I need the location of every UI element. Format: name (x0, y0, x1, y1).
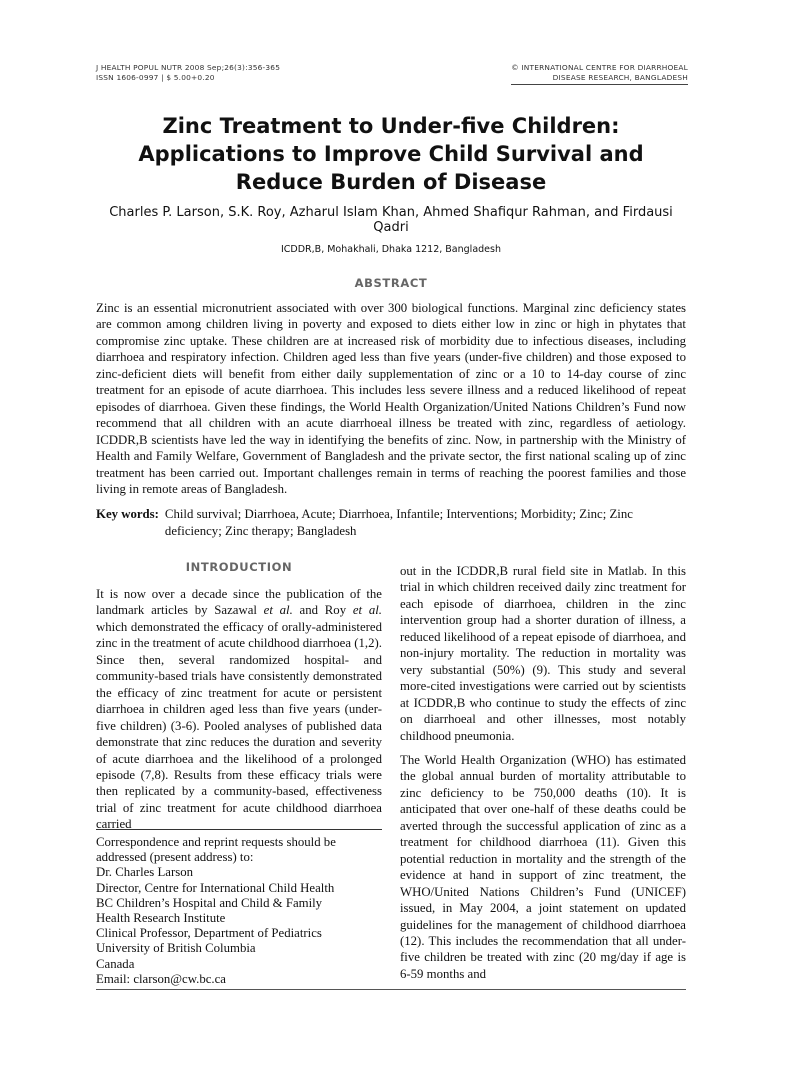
footnote-divider (96, 829, 382, 830)
journal-line-2: ISSN 1606-0997 | $ 5.00+0.20 (96, 73, 215, 82)
correspondence-line: BC Children’s Hospital and Child & Family (96, 895, 323, 910)
title-line-2: Applications to Improve Child Survival and (138, 142, 644, 166)
keywords (96, 506, 686, 540)
right-column (400, 563, 686, 982)
intro-text-segment: and Roy (292, 603, 353, 618)
correspondence-line: Canada (96, 956, 135, 971)
keywords-text: Child survival; Diarrhoea, Acute; Diarrhoea, Infantile; Interventions; Morbidity; Zinc; Zinc deficiency; Zinc therapy; Bangladesh (164, 507, 633, 538)
intro-text-segment: which demonstrated the efficacy of orally-administered zinc in the treatment of acute childhood diarrhoea (1,2). Since then, several randomized hospital- and community-based trials have consistently demonstrated the efficacy of zinc treatment for acute or persistent diarrhoea in children aged less than five years (under-five children) (3-6). Pooled analyses of published data demonstrate that zinc reduces the duration and severity of acute diarrhoea and the likelihood of a prolonged episode (7,8). Results from these efficacy trials were then replicated by a community-based, effectiveness trial of zinc treatment for acute childhood diarrhoea carried (96, 619, 382, 832)
title-line-1: Zinc Treatment to Under-five Children: (162, 114, 620, 138)
author-list: Charles P. Larson, S.K. Roy, Azharul Islam Khan, Ahmed Shafiqur Rahman, and Firdausi Qadri (109, 205, 673, 235)
abstract-heading: ABSTRACT (354, 276, 428, 290)
correspondence-footnote (96, 835, 382, 987)
journal-citation (96, 63, 280, 83)
right-paragraph-1: out in the ICDDR,B rural field site in Matlab. In this trial in which children received daily zinc treatment for each episode of diarrhoea, children in the zinc intervention group had a shorter duration of illness, a reduced likelihood of a repeat episode of diarrhoea, and non-injury mortality. The reduction in mortality was very substantial (50%) (9). This study and several more-cited investigations were carried out by scientists at ICDDR,B who continue to study the effects of zinc on diarrhoeal and other illnesses, most notably childhood pneumonia. (400, 564, 686, 743)
correspondence-line: addressed (present address) to: (96, 850, 254, 865)
left-column (96, 560, 382, 833)
correspondence-line: Dr. Charles Larson (96, 865, 194, 880)
publisher-line-1: © INTERNATIONAL CENTRE FOR DIARRHOEAL (511, 63, 688, 72)
correspondence-line: University of British Columbia (96, 941, 256, 956)
intro-paragraph-1 (96, 586, 382, 833)
journal-line-1: J HEALTH POPUL NUTR 2008 Sep;26(3):356-365 (96, 63, 281, 72)
correspondence-line: Clinical Professor, Department of Pediatrics (96, 926, 322, 941)
introduction-heading: INTRODUCTION (185, 560, 293, 574)
intro-italic-etal: et al. (352, 603, 382, 618)
paper-title (96, 112, 686, 196)
abstract-text: Zinc is an essential micronutrient associated with over 300 biological functions. Marginal zinc deficiency states are common among children living in poverty and exposed to diets either low in zinc or high in phytates that compromise zinc uptake. These children are at increased risk of morbidity due to infectious diseases, including diarrhoea and respiratory infection. Children aged less than five years (under-five children) and those exposed to zinc-deficient diets will benefit from either daily supplementation of zinc or a 10 to 14-day course of zinc treatment for an episode of acute diarrhoea. This includes less severe illness and a reduced likelihood of repeat episodes of diarrhoea. Given these findings, the World Health Organization/United Nations Children’s Fund now recommend that all children with an acute diarrhoeal illness be treated with zinc, regardless of aetiology. ICDDR,B scientists have led the way in identifying the benefits of zinc. Now, in partnership with the Ministry of Health and Family Welfare, Government of Bangladesh and the private sector, the first national scaling up of zinc treatment has been carried out. Important challenges remain in terms of reaching the poorest families and those living in remote areas of Bangladesh. (96, 301, 686, 496)
title-line-3: Reduce Burden of Disease (235, 170, 547, 194)
keywords-label: Key words: (96, 507, 159, 521)
correspondence-line: Health Research Institute (96, 911, 226, 926)
page-bottom-rule (96, 989, 686, 990)
intro-italic-etal: et al. (263, 603, 293, 618)
publisher-notice (511, 63, 688, 85)
correspondence-line: Correspondence and reprint requests should be (96, 835, 336, 849)
right-paragraph-2: The World Health Organization (WHO) has estimated the global annual burden of mortality attributable to zinc deficiency to be 750,000 deaths (10). It is anticipated that over one-half of these deaths could be averted through the successful application of zinc as a treatment for childhood diarrhoea (11). Given this potential reduction in mortality and the strength of the evidence at hand in support of zinc treatment, the WHO/United Nations Children’s Fund (UNICEF) issued, in May 2004, a joint statement on updated guidelines for the management of childhood diarrhoea (12). This includes the recommendation that all under-five children be treated with zinc (20 mg/day if age is 6-59 months and (400, 752, 686, 981)
affiliation: ICDDR,B, Mohakhali, Dhaka 1212, Bangladesh (280, 244, 501, 255)
correspondence-email: Email: clarson@cw.bc.ca (96, 971, 226, 986)
publisher-line-2: DISEASE RESEARCH, BANGLADESH (511, 73, 688, 85)
intro-text-segment: It is now over a decade since the publication of the landmark articles by Sazawal (96, 587, 382, 618)
correspondence-line: Director, Centre for International Child Health (96, 880, 335, 895)
